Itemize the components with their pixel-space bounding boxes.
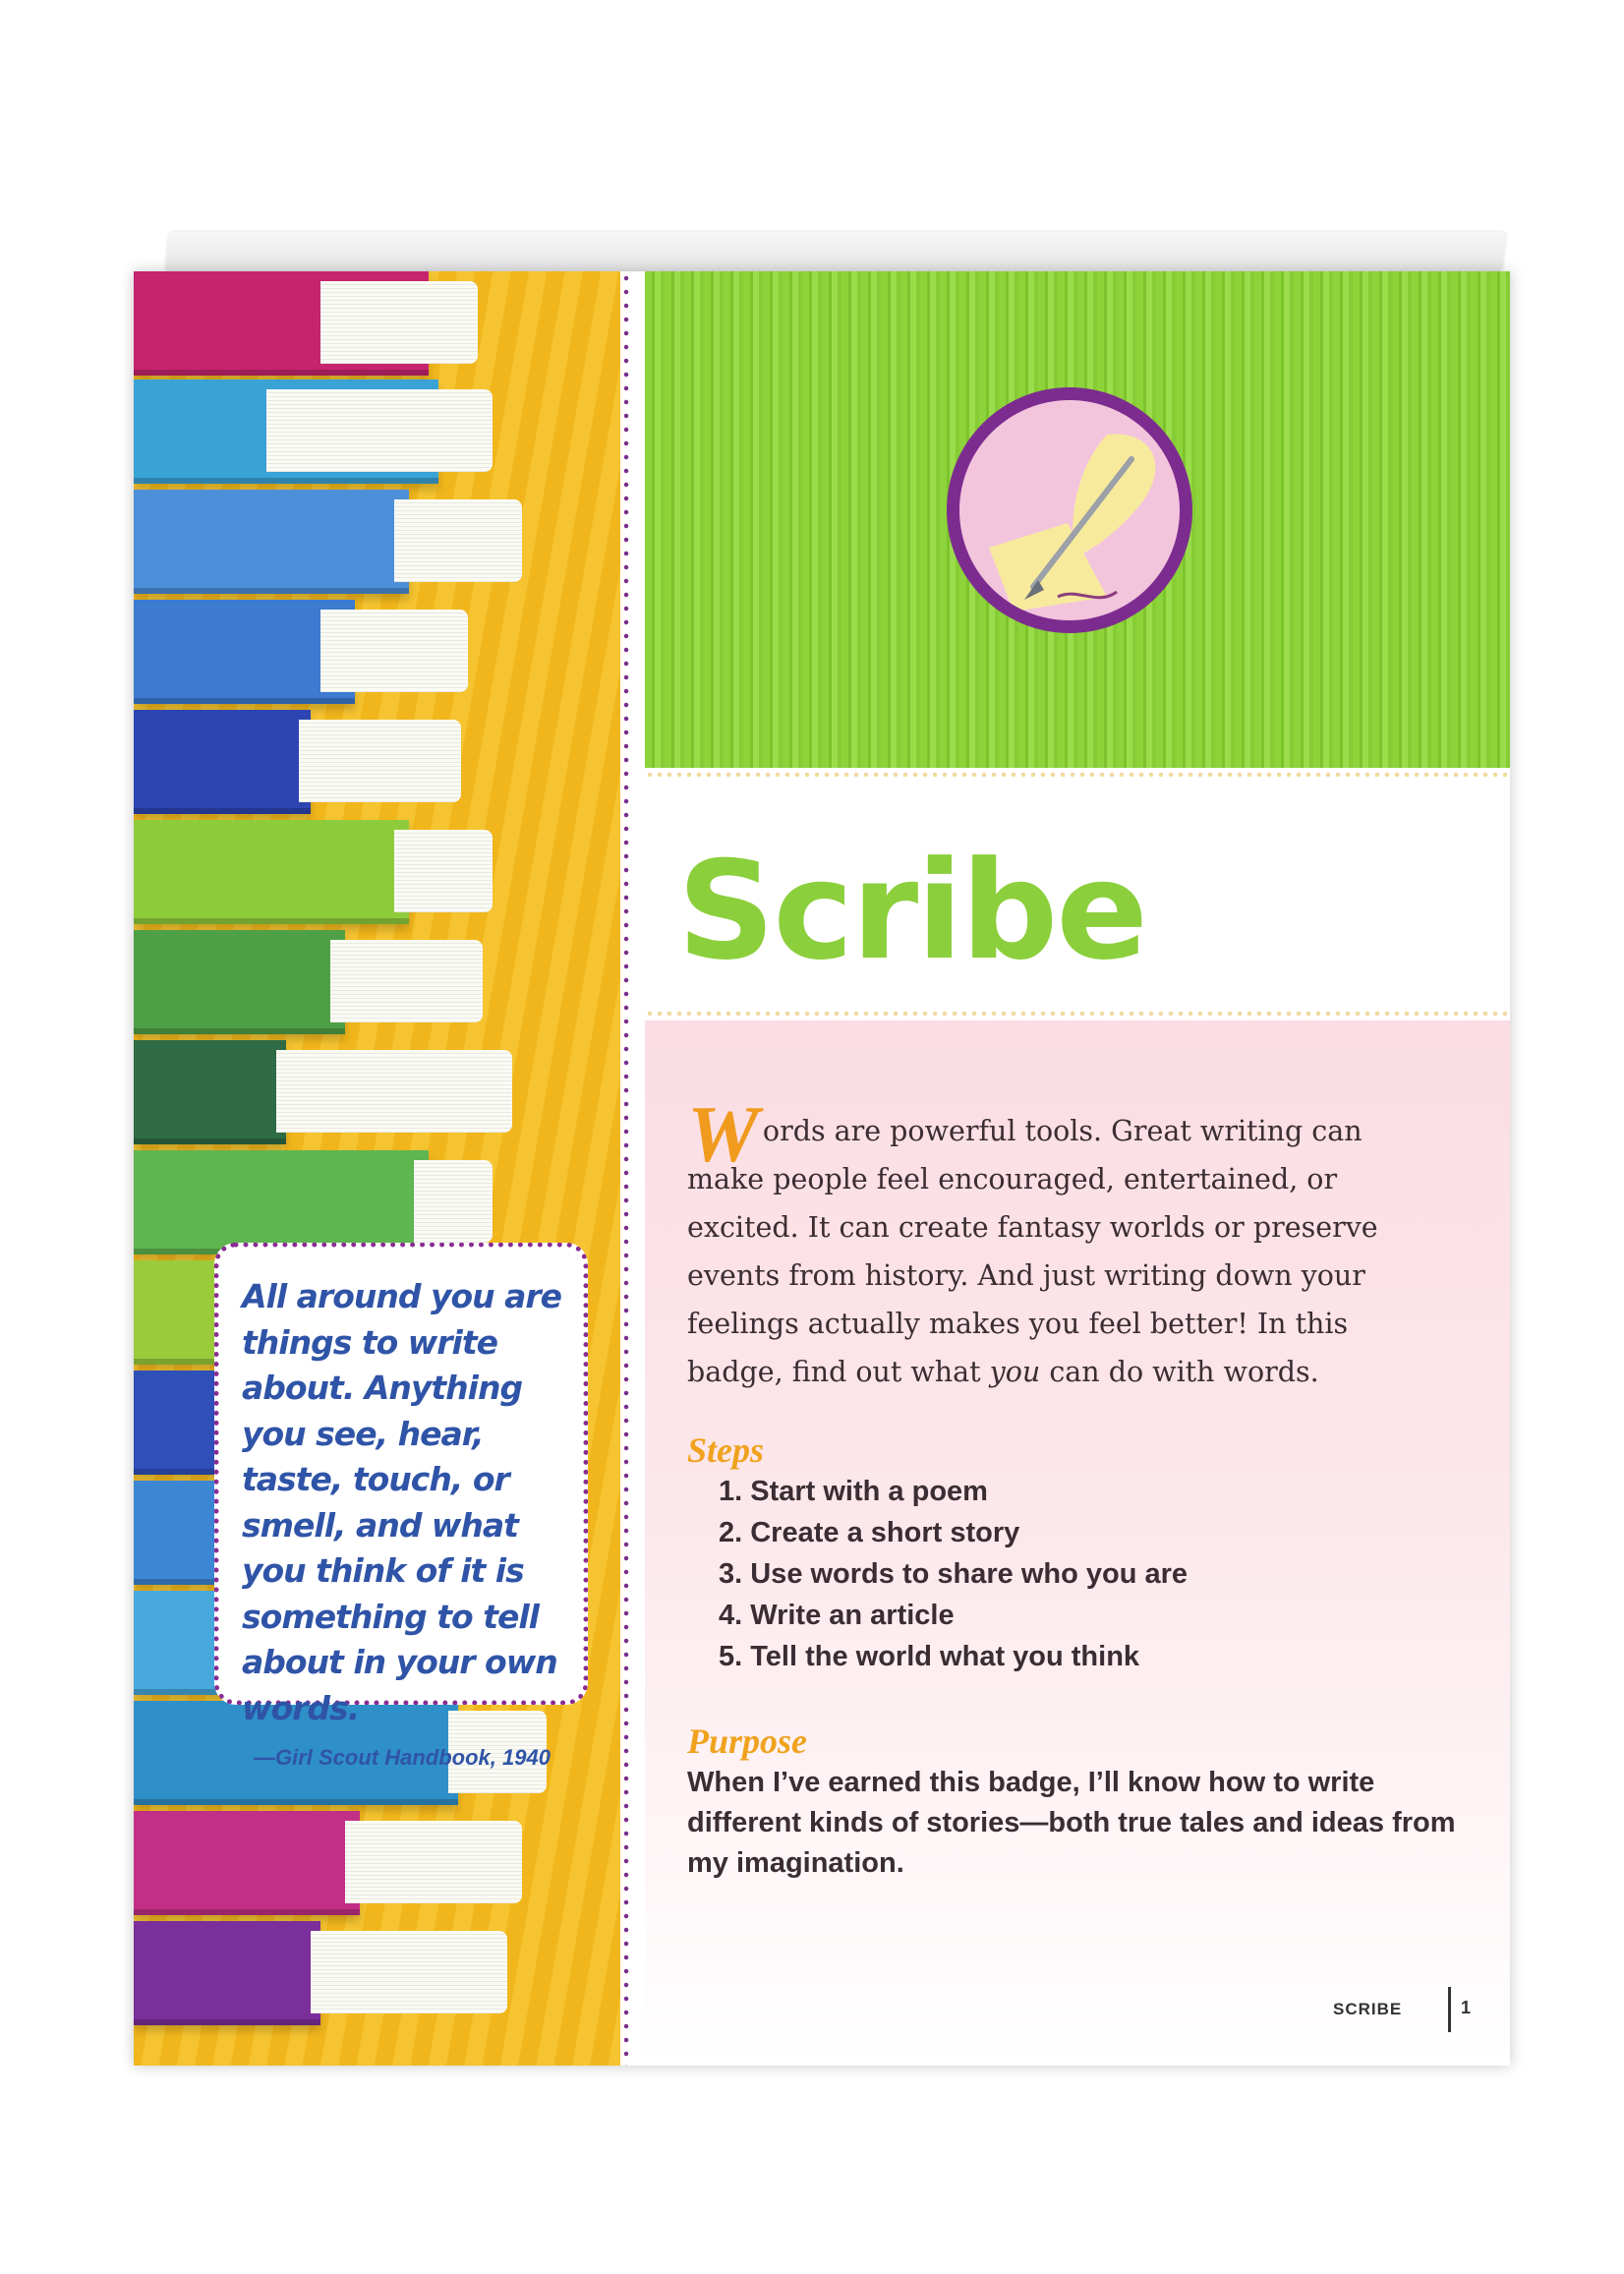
scalloped-trim-bottom (645, 1009, 1510, 1019)
badge-emblem (947, 387, 1192, 633)
page-number: 1 (1461, 1998, 1472, 2017)
book-magenta (134, 271, 429, 376)
step-item: 4. Write an article (719, 1600, 955, 1631)
steps-heading: Steps (687, 1430, 765, 1470)
dropcap-letter: W (687, 1089, 759, 1179)
book-green (134, 930, 345, 1034)
step-item: 2. Create a short story (719, 1517, 1020, 1548)
step-item: 3. Use words to share who you are (719, 1558, 1189, 1590)
quote-text: All around you are things to write about. Anything you see, hear, taste, touch, or smell, and what you think of it is something to tell about in your own words. (242, 1277, 562, 1727)
footer-section-label: SCRIBE (1333, 2000, 1403, 2018)
book-green-2 (134, 1150, 429, 1254)
attribution-dash: — (254, 1745, 275, 1770)
book-dark-green (134, 1040, 286, 1144)
intro-text-part2: can do with words. (1040, 1356, 1319, 1388)
quote-attribution (254, 1745, 551, 1771)
book-blue (134, 600, 355, 704)
intro-text-part1: ords are powerful tools. Great writing can make people feel encouraged, entertained, or excited. It can create fantasy worlds or preserve events from history. And just writing down your feelings actually makes you feel better! In this badge, find out what (687, 1115, 1378, 1388)
steps-list (719, 1471, 1188, 1677)
book-purple (134, 1921, 320, 2025)
step-item: 1. Start with a poem (719, 1476, 988, 1507)
book-teal (134, 379, 438, 484)
purpose-heading: Purpose (687, 1721, 808, 1761)
booklet-page (134, 271, 1510, 2066)
book-sky-blue (134, 490, 409, 594)
page-title: Scribe (677, 832, 1146, 990)
attribution-year: , 1940 (490, 1745, 551, 1770)
step-item: 5. Tell the world what you think (719, 1641, 1140, 1672)
book-stack-image (134, 271, 620, 2066)
attribution-source: Girl Scout Handbook (275, 1745, 491, 1770)
quill-pen-icon (959, 400, 1180, 620)
intro-emphasis: you (989, 1356, 1041, 1388)
dotted-divider (622, 271, 630, 2066)
book-lime (134, 820, 409, 924)
footer-separator (1448, 1987, 1451, 2032)
scalloped-trim-top (645, 770, 1510, 780)
book-magenta-2 (134, 1811, 360, 1915)
book-navy (134, 710, 311, 814)
intro-paragraph (687, 1089, 1434, 1396)
back-page-edge (165, 232, 1506, 271)
purpose-text: When I’ve earned this badge, I’ll know how to write different kinds of stories—both true tales and ideas from my imagination. (687, 1767, 1456, 1879)
